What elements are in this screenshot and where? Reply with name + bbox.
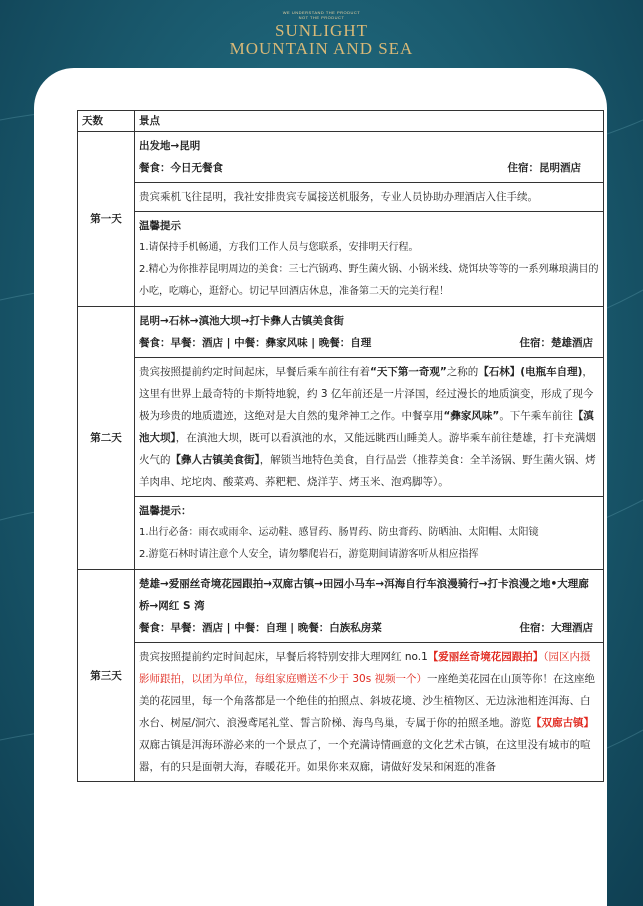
day-route bbox=[135, 570, 604, 643]
day-label: 第一天 bbox=[78, 132, 135, 307]
table-header-row bbox=[78, 111, 604, 132]
itinerary-card bbox=[34, 68, 607, 906]
table-row bbox=[78, 497, 604, 570]
day-tips bbox=[135, 497, 604, 570]
description-segment: 。下午乘车前往 bbox=[499, 410, 573, 422]
meal-hotel-row bbox=[139, 617, 599, 639]
tips-title: 温馨提示 bbox=[139, 220, 181, 232]
tip-item: 2.游览石林时请注意个人安全，请勿攀爬岩石，游览期间请游客听从相应指挥 bbox=[139, 549, 479, 560]
day-tips bbox=[135, 212, 604, 307]
brand-tagline: WE UNDERSTAND THE PRODUCT NOT THE PRODUCT bbox=[282, 10, 361, 20]
description-segment: “天下第一奇观” bbox=[370, 366, 447, 378]
description-segment: 贵宾按照提前约定时间起床，早餐后乘车前往有着 bbox=[139, 366, 370, 378]
day-description bbox=[135, 643, 604, 782]
itinerary-table bbox=[77, 110, 604, 782]
tip-item: 1.请保持手机畅通，方我们工作人员与您联系，安排明天行程。 bbox=[139, 242, 419, 253]
description-segment: 贵宾按照提前约定时间起床，早餐后将特别安排大理网红 no.1 bbox=[139, 651, 428, 663]
description-segment: 【石林】(电瓶车自理) bbox=[478, 366, 583, 378]
hotel-info: 住宿：楚雄酒店 bbox=[519, 337, 593, 349]
description-segment: 之称的 bbox=[446, 366, 479, 378]
table-row bbox=[78, 183, 604, 212]
description-segment: ，解锁当地特色美食，自行品尝（推荐美食：全羊汤锅、野生菌火锅、烤羊肉串、坨坨肉、酸菜鸡、荞粑粑、烧洋芋、烤玉米、泡鸡脚等）。 bbox=[139, 454, 596, 488]
tip-item: 1.出行必备：雨衣或雨伞、运动鞋、感冒药、肠胃药、防虫膏药、防晒油、太阳帽、太阳镜 bbox=[139, 527, 539, 538]
table-row bbox=[78, 358, 604, 497]
route-title: 昆明→石林→滇池大坝→打卡彝人古镇美食街 bbox=[139, 315, 344, 327]
brand-title-line2: MOUNTAIN AND SEA bbox=[229, 39, 414, 58]
description-segment: “彝家风味” bbox=[443, 410, 500, 422]
table-row bbox=[78, 132, 604, 183]
hotel-info: 住宿：大理酒店 bbox=[519, 622, 593, 634]
day-route bbox=[135, 307, 604, 358]
meal-info: 餐食：早餐：酒店 | 中餐：彝家风味 | 晚餐：自理 bbox=[139, 337, 372, 349]
description-segment: ，在滇池大坝，既可以看滇池的水，又能远眺西山睡美人。游毕乘车前往楚雄，打卡充满烟火气的 bbox=[139, 432, 596, 466]
description-segment: 【爱丽丝奇境花园跟拍】 bbox=[427, 651, 544, 663]
description-segment: 一座绝美花园在山顶等你！在这座绝美的花园里，每一个角落都是一个绝佳的拍照点、斜坡花境、沙生植物区、无边泳池相连洱海、白水台、树屋/洞穴、浪漫鸢尾礼堂、誓言阶梯、海鸟鸟巢，专属于你的拍照圣地。游览 bbox=[139, 673, 596, 729]
day-label: 第三天 bbox=[78, 570, 135, 782]
description-segment: （园区内摄影师跟拍，以团为单位，每组家庭赠送不少于 30s 视频一个） bbox=[139, 651, 591, 685]
description-segment: 双廊古镇是洱海环游必来的一个景点了，一个充满诗情画意的文化艺术古镇，在这里没有城市的喧嚣，有的只是面朝大海，春暖花开。如果你来双廊，请做好发呆和闲逛的准备 bbox=[139, 739, 591, 773]
table-row bbox=[78, 212, 604, 307]
day-description bbox=[135, 358, 604, 497]
meal-info: 餐食：早餐：酒店 | 中餐：自理 | 晚餐：白族私房菜 bbox=[139, 622, 382, 634]
meal-info: 餐食：今日无餐食 bbox=[139, 162, 223, 174]
tip-item: 2.精心为你推荐昆明周边的美食：三七汽锅鸡、野生菌火锅、小锅米线、烧饵块等等的一系列琳琅满目的小吃，吃嗨心，逛舒心。切记早回酒店休息，准备第二天的完美行程！ bbox=[139, 264, 599, 297]
day-label: 第二天 bbox=[78, 307, 135, 570]
header-spot: 景点 bbox=[135, 111, 604, 132]
description-segment: 【彝人古镇美食街】 bbox=[170, 454, 260, 466]
table-row bbox=[78, 307, 604, 358]
description-segment: 【滇池大坝】 bbox=[139, 410, 594, 444]
header-day: 天数 bbox=[78, 111, 135, 132]
route-title: 楚雄→爱丽丝奇境花园跟拍→双廊古镇→田园小马车→洱海自行车浪漫骑行→打卡浪漫之地•大理廊桥→网红 S 湾 bbox=[139, 578, 589, 612]
meal-hotel-row bbox=[139, 332, 599, 354]
brand-title-line1: SUNLIGHT bbox=[275, 21, 368, 40]
tips-title: 温馨提示： bbox=[139, 505, 192, 517]
description-segment: 【双廊古镇】 bbox=[531, 717, 595, 729]
table-row bbox=[78, 570, 604, 643]
route-title: 出发地→昆明 bbox=[139, 140, 201, 152]
description-segment: ，这里有世界上最奇特的卡斯特地貌，约 3 亿年前还是一片泽国，经过漫长的地质演变，形成了现今极为珍贵的地质遗迹，这绝对是大自然的鬼斧神工之作。中餐享用 bbox=[139, 366, 594, 422]
day-description: 贵宾乘机飞往昆明，我社安排贵宾专属接送机服务，专业人员协助办理酒店入住手续。 bbox=[135, 183, 604, 212]
brand-header bbox=[0, 10, 643, 58]
table-row bbox=[78, 643, 604, 782]
hotel-info: 住宿：昆明酒店 bbox=[507, 162, 581, 174]
meal-hotel-row bbox=[139, 157, 599, 179]
day-route bbox=[135, 132, 604, 183]
